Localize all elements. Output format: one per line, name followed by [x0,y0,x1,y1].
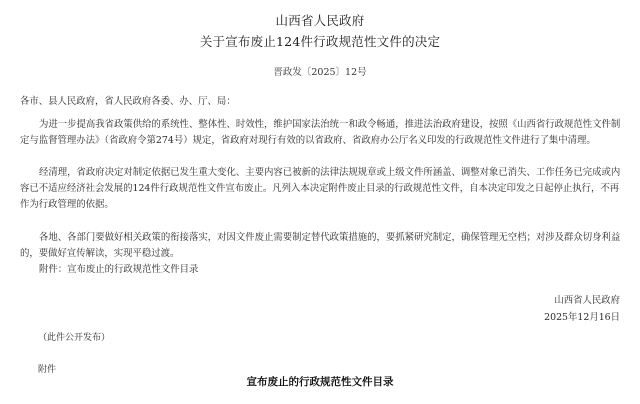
salutation: 各市、县人民政府，省人民政府各委、办、厅、局： [20,96,236,107]
public-release-note: （此件公开发布） [38,333,111,343]
signature-org: 山西省人民政府 [554,295,620,306]
paragraph-implementation: 各地、各部门要做好相关政策的衔接落实，对因文件废止需要制定替代政策措施的，要抓紧研究制定，确保管理无空档；对涉及群众切身利益的，要做好宣传解读，实现平稳过渡。 [20,232,621,259]
paragraph-purpose: 为进一步提高我省政策供给的系统性、整体性、时效性，维护国家法治统一和政令畅通，推进法治政府建设，按照《山西省行政规范性文件制定与监督管理办法》（省政府令第274号）规定，省政府对现行有效的以省政府、省政府办公厅名义印发的行政规范性文件进行了集中清理。 [20,119,621,146]
appendix-label: 附件 [38,365,57,375]
paragraph-cleanup-result: 经清理，省政府决定对制定依据已发生重大变化、主要内容已被新的法律法规规章或上级文件所涵盖、调整对象已消失、工作任务已完成或内容已不适应经济社会发展的124件行政规范性文件宣布废止。凡列入本决定附件废止目录的行政规范性文件，自本决定印发之日起停止执行，不再作为行政管理的依据。 [20,167,621,210]
appendix-title: 宣布废止的行政规范性文件目录 [246,376,394,388]
signature-date: 2025年12月16日 [544,312,620,323]
document-number: 晋政发〔2025〕12号 [273,67,367,78]
issuer-heading: 山西省人民政府 [275,13,365,28]
document-title: 关于宣布废止124件行政规范性文件的决定 [199,34,441,49]
attachment-reference: 附件：宣布废止的行政规范性文件目录 [39,264,199,275]
